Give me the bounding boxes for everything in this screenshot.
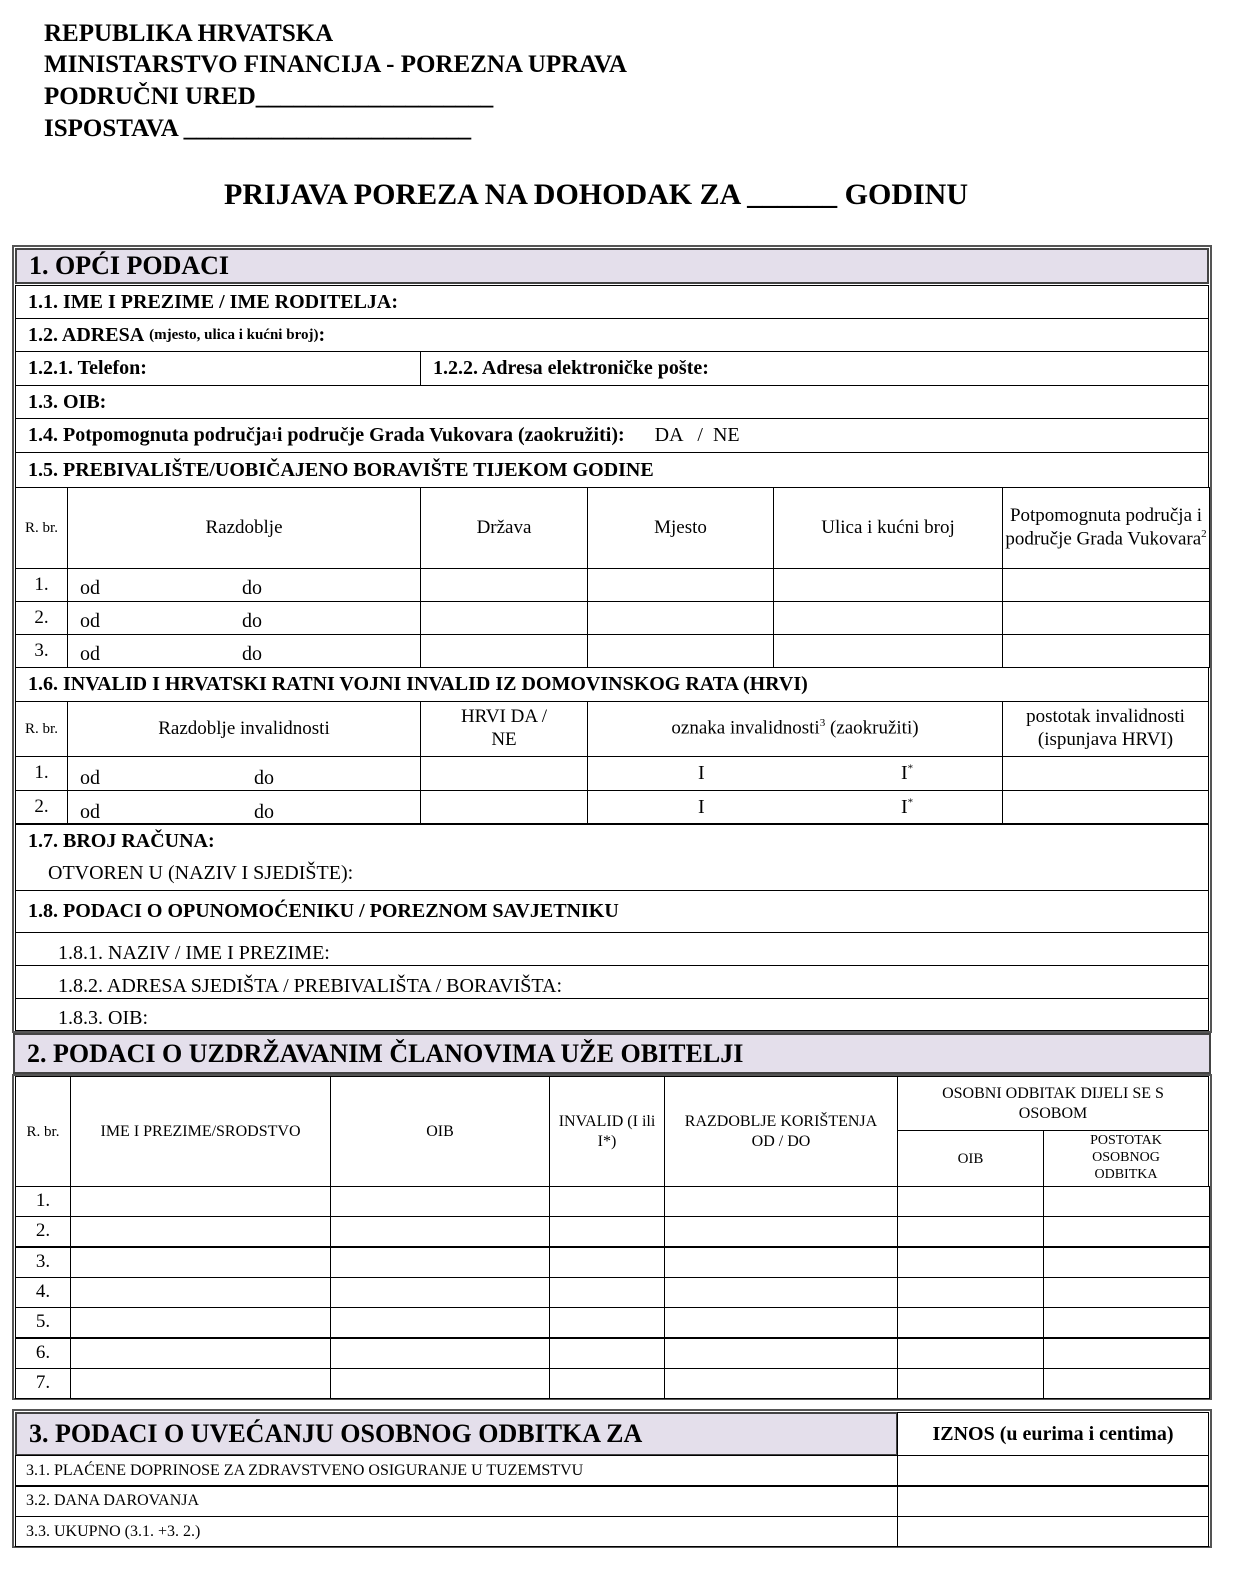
col-header-period [67,487,421,569]
field-phone[interactable] [15,351,421,386]
col-header-share-percent [1043,1130,1209,1187]
do-label: do [242,643,262,665]
input-cell[interactable] [330,1247,550,1278]
field-proxy-oib[interactable] [15,998,1209,1031]
input-cell[interactable] [897,1247,1044,1278]
label: 3.1. PLAĆENE DOPRINOSE ZA ZDRAVSTVENO OSIGURANJE U TUZEMSTVU [26,1461,584,1479]
field-email[interactable] [420,351,1209,386]
row-number [15,1368,71,1399]
header-ministry: MINISTARSTVO FINANCIJA - POREZNA UPRAVA [44,51,627,78]
footnote-1: 1 [271,429,277,442]
col-header-share [897,1076,1209,1131]
label: 1.4. Potpomognuta područja [28,424,272,446]
input-cell[interactable] [664,1247,898,1278]
col-header-percent [1002,701,1209,757]
section-1-header [15,248,1209,284]
col-header-inv [549,1076,665,1187]
input-cell[interactable] [897,1186,1044,1217]
percent-cell[interactable] [1002,790,1209,825]
od-label: od [80,610,100,632]
header-label: Razdoblje [205,516,283,538]
section-2-title: 2. PODACI O UZDRŽAVANIM ČLANOVIMA UŽE OBITELJI [27,1038,744,1068]
row-number-label: 1. [34,762,49,784]
header-label: OSOBNI ODBITAK DIJELI SE S OSOBOM [942,1085,1164,1122]
col-header-rbr [15,487,68,569]
input-cell[interactable] [1043,1338,1210,1369]
input-cell[interactable] [549,1307,665,1338]
option-i-star[interactable] [901,796,913,819]
input-cell[interactable] [330,1368,550,1399]
do-label: do [254,801,274,823]
option-i[interactable]: I [698,762,705,784]
input-cell[interactable] [897,1307,1044,1338]
header-label: Potpomognuta područja i područje Grada Vukovara [1005,505,1203,550]
option-i-star[interactable] [901,762,913,785]
input-cell[interactable] [330,1307,550,1338]
input-cell[interactable] [1043,1186,1210,1217]
increase-row-label [15,1455,898,1486]
input-cell[interactable] [664,1186,898,1217]
row-number [15,601,68,635]
input-cell[interactable] [664,1277,898,1308]
input-cell[interactable] [330,1277,550,1308]
input-cell[interactable] [1043,1216,1210,1247]
row-number-label: 2. [34,606,49,628]
input-cell[interactable] [549,1368,665,1399]
label-note: (mjesto, ulica i kućni broj) [149,326,319,343]
row-number-label: 3. [35,1250,51,1272]
period-cell[interactable] [67,568,421,602]
period-cell[interactable] [67,634,421,668]
od-label: od [80,643,100,665]
label: 1.8.1. NAZIV / IME I PREZIME: [58,941,330,964]
header-regional-office: PODRUČNI URED___________________ [44,83,494,110]
row-number-label: 4. [35,1280,51,1302]
header-label: OIB [426,1122,454,1140]
header-label: Mjesto [654,516,707,538]
col-header-share-oib [897,1130,1044,1187]
input-cell[interactable] [70,1216,331,1247]
field-proxy-address[interactable] [15,965,1209,999]
col-header-street [773,487,1003,569]
header-country: REPUBLIKA HRVATSKA [44,20,334,47]
col-header-area [1002,487,1210,569]
input-cell[interactable] [1002,601,1210,635]
header-label: Razdoblje invalidnosti [158,717,330,739]
input-cell[interactable] [664,1307,898,1338]
row-number [15,568,68,602]
label: IZNOS (u eurima i centima) [932,1423,1174,1445]
col-header-name [70,1076,331,1187]
col-header-oib [330,1076,550,1187]
col-header-period [67,701,421,757]
label: 1.8. PODACI O OPUNOMOĆENIKU / POREZNOM SAVJETNIKU [28,900,619,922]
footnote-3: 3 [819,717,826,730]
col-header-country [420,487,588,569]
label: 1.2.2. Adresa elektroničke pošte: [433,357,709,379]
input-cell[interactable] [664,1216,898,1247]
header-label: INVALID (I ili I*) [558,1113,656,1150]
input-cell[interactable] [549,1338,665,1369]
period-cell[interactable] [67,790,421,825]
input-cell[interactable] [1002,634,1210,668]
col-header-rbr [15,1076,71,1187]
input-cell[interactable] [773,568,1003,602]
col-header-rbr [15,701,68,757]
row-number [15,1216,71,1247]
input-cell[interactable] [420,601,588,635]
row-number-label: 1. [35,1190,51,1212]
increase-row-label [15,1516,898,1547]
label: I [901,796,908,818]
invalid-heading [15,667,1209,702]
input-cell[interactable] [549,1216,665,1247]
field-account-bank[interactable] [15,857,1209,891]
increase-row-label [15,1486,898,1517]
input-cell[interactable] [70,1307,331,1338]
header-label: POSTOTAK OSOBNOG ODBITKA [1090,1133,1162,1182]
percent-cell[interactable] [1002,756,1209,791]
star: * [907,762,914,775]
header-label: oznaka invalidnosti [671,717,820,739]
label: 1.5. PREBIVALIŠTE/UOBIČAJENO BORAVIŠTE TIJEKOM GODINE [28,458,654,481]
header-label: Ulica i kućni broj [821,516,955,538]
header-label: IME I PREZIME/SRODSTVO [100,1122,301,1140]
row-number [15,1186,71,1217]
header-label: (zaokružiti) [825,717,919,739]
page-title: PRIJAVA POREZA NA DOHODAK ZA ______ GODINU [224,178,968,211]
header-label: OIB [957,1150,984,1167]
header-label: Država [476,516,532,538]
field-name[interactable] [15,285,1209,319]
input-cell[interactable] [70,1368,331,1399]
star: * [907,796,914,809]
do-label: do [242,610,262,632]
od-label: od [80,801,100,823]
field-assisted-area[interactable] [15,418,1209,453]
input-cell[interactable] [1002,568,1210,602]
section-2-header [13,1033,1211,1074]
input-cell[interactable] [773,634,1003,668]
header-label: RAZDOBLJE KORIŠTENJA OD / DO [684,1113,878,1150]
label: 1.2. ADRESA [28,323,145,346]
col-header-place [587,487,774,569]
row-number-label: 2. [35,1220,51,1242]
input-cell[interactable] [549,1186,665,1217]
amount-input[interactable] [897,1455,1209,1486]
amount-input[interactable] [897,1486,1209,1517]
col-header-mark [587,701,1003,757]
row-number-label: 5. [35,1311,51,1333]
hrvi-cell[interactable] [420,790,588,825]
input-cell[interactable] [1043,1307,1210,1338]
input-cell[interactable] [70,1186,331,1217]
input-cell[interactable] [897,1216,1044,1247]
label: I [901,762,908,784]
do-label: do [254,767,274,789]
header-label: R. br. [25,520,58,536]
input-cell[interactable] [420,568,588,602]
input-cell[interactable] [330,1186,550,1217]
period-cell[interactable] [67,601,421,635]
row-number-label: 3. [34,639,49,661]
input-cell[interactable] [420,634,588,668]
colon: : [318,323,326,346]
row-number [15,1247,71,1278]
field-oib[interactable] [15,385,1209,419]
label: 1.3. OIB: [28,390,107,413]
field-address[interactable] [15,318,1209,352]
row-number-label: 1. [34,573,49,595]
header-label: HRVI DA / NE [460,706,548,750]
row-number [15,634,68,668]
residence-heading [15,452,1209,488]
input-cell[interactable] [664,1338,898,1369]
row-number [15,1307,71,1338]
label: 1.1. IME I PREZIME / IME RODITELJA: [28,290,399,313]
input-cell[interactable] [70,1338,331,1369]
option-i[interactable]: I [698,796,705,818]
row-number-label: 7. [35,1371,51,1393]
col-header-period [664,1076,898,1187]
section-1-title: 1. OPĆI PODACI [29,251,230,280]
field-proxy-name[interactable] [15,932,1209,966]
input-cell[interactable] [897,1277,1044,1308]
section-3-header [15,1412,898,1456]
row-number-label: 2. [34,796,49,818]
proxy-heading [15,890,1209,933]
input-cell[interactable] [549,1247,665,1278]
col-header-hrvi [420,701,588,757]
label: 1.6. INVALID I HRVATSKI RATNI VOJNI INVALID IZ DOMOVINSKOG RATA (HRVI) [28,673,808,695]
field-account-number[interactable] [15,823,1209,858]
header-label: R. br. [26,1123,60,1140]
label: 1.7. BROJ RAČUNA: [28,829,215,852]
input-cell[interactable] [664,1368,898,1399]
input-cell[interactable] [587,634,774,668]
input-cell[interactable] [70,1247,331,1278]
input-cell[interactable] [330,1216,550,1247]
input-cell[interactable] [330,1338,550,1369]
header-label: R. br. [25,721,58,737]
mark-cell[interactable] [587,790,1003,825]
input-cell[interactable] [1043,1368,1210,1399]
label: i područje Grada Vukovara (zaokružiti): [276,424,625,446]
header-branch: ISPOSTAVA _______________________ [44,115,472,142]
row-number [15,1277,71,1308]
section-3-title: 3. PODACI O UVEĆANJU OSOBNOG ODBITKA ZA [29,1419,643,1448]
label: OTVOREN U (NAZIV I SJEDIŠTE): [48,862,354,884]
amount-header [897,1412,1209,1456]
row-number [15,790,68,825]
mark-cell[interactable] [587,756,1003,791]
footnote-2: 2 [1201,527,1207,540]
hrvi-cell[interactable] [420,756,588,791]
input-cell[interactable] [70,1277,331,1308]
input-cell[interactable] [587,601,774,635]
input-cell[interactable] [1043,1247,1210,1278]
label: 1.8.2. ADRESA SJEDIŠTA / PREBIVALIŠTA / BORAVIŠTA: [58,974,562,997]
amount-input[interactable] [897,1516,1209,1547]
input-cell[interactable] [773,601,1003,635]
input-cell[interactable] [549,1277,665,1308]
label: 1.2.1. Telefon: [28,357,147,379]
do-label: do [242,577,262,599]
label: 1.8.3. OIB: [58,1007,148,1029]
input-cell[interactable] [587,568,774,602]
row-number [15,1338,71,1369]
row-number-label: 6. [35,1341,51,1363]
period-cell[interactable] [67,756,421,791]
label: 3.2. DANA DAROVANJA [26,1492,200,1509]
row-number [15,756,68,791]
da-ne-option[interactable]: DA / NE [654,424,740,446]
input-cell[interactable] [897,1368,1044,1399]
od-label: od [80,577,100,599]
od-label: od [80,767,100,789]
label: 3.3. UKUPNO (3.1. +3. 2.) [26,1522,201,1540]
input-cell[interactable] [897,1338,1044,1369]
input-cell[interactable] [1043,1277,1210,1308]
header-label: postotak invalidnosti (ispunjava HRVI) [1026,706,1185,750]
